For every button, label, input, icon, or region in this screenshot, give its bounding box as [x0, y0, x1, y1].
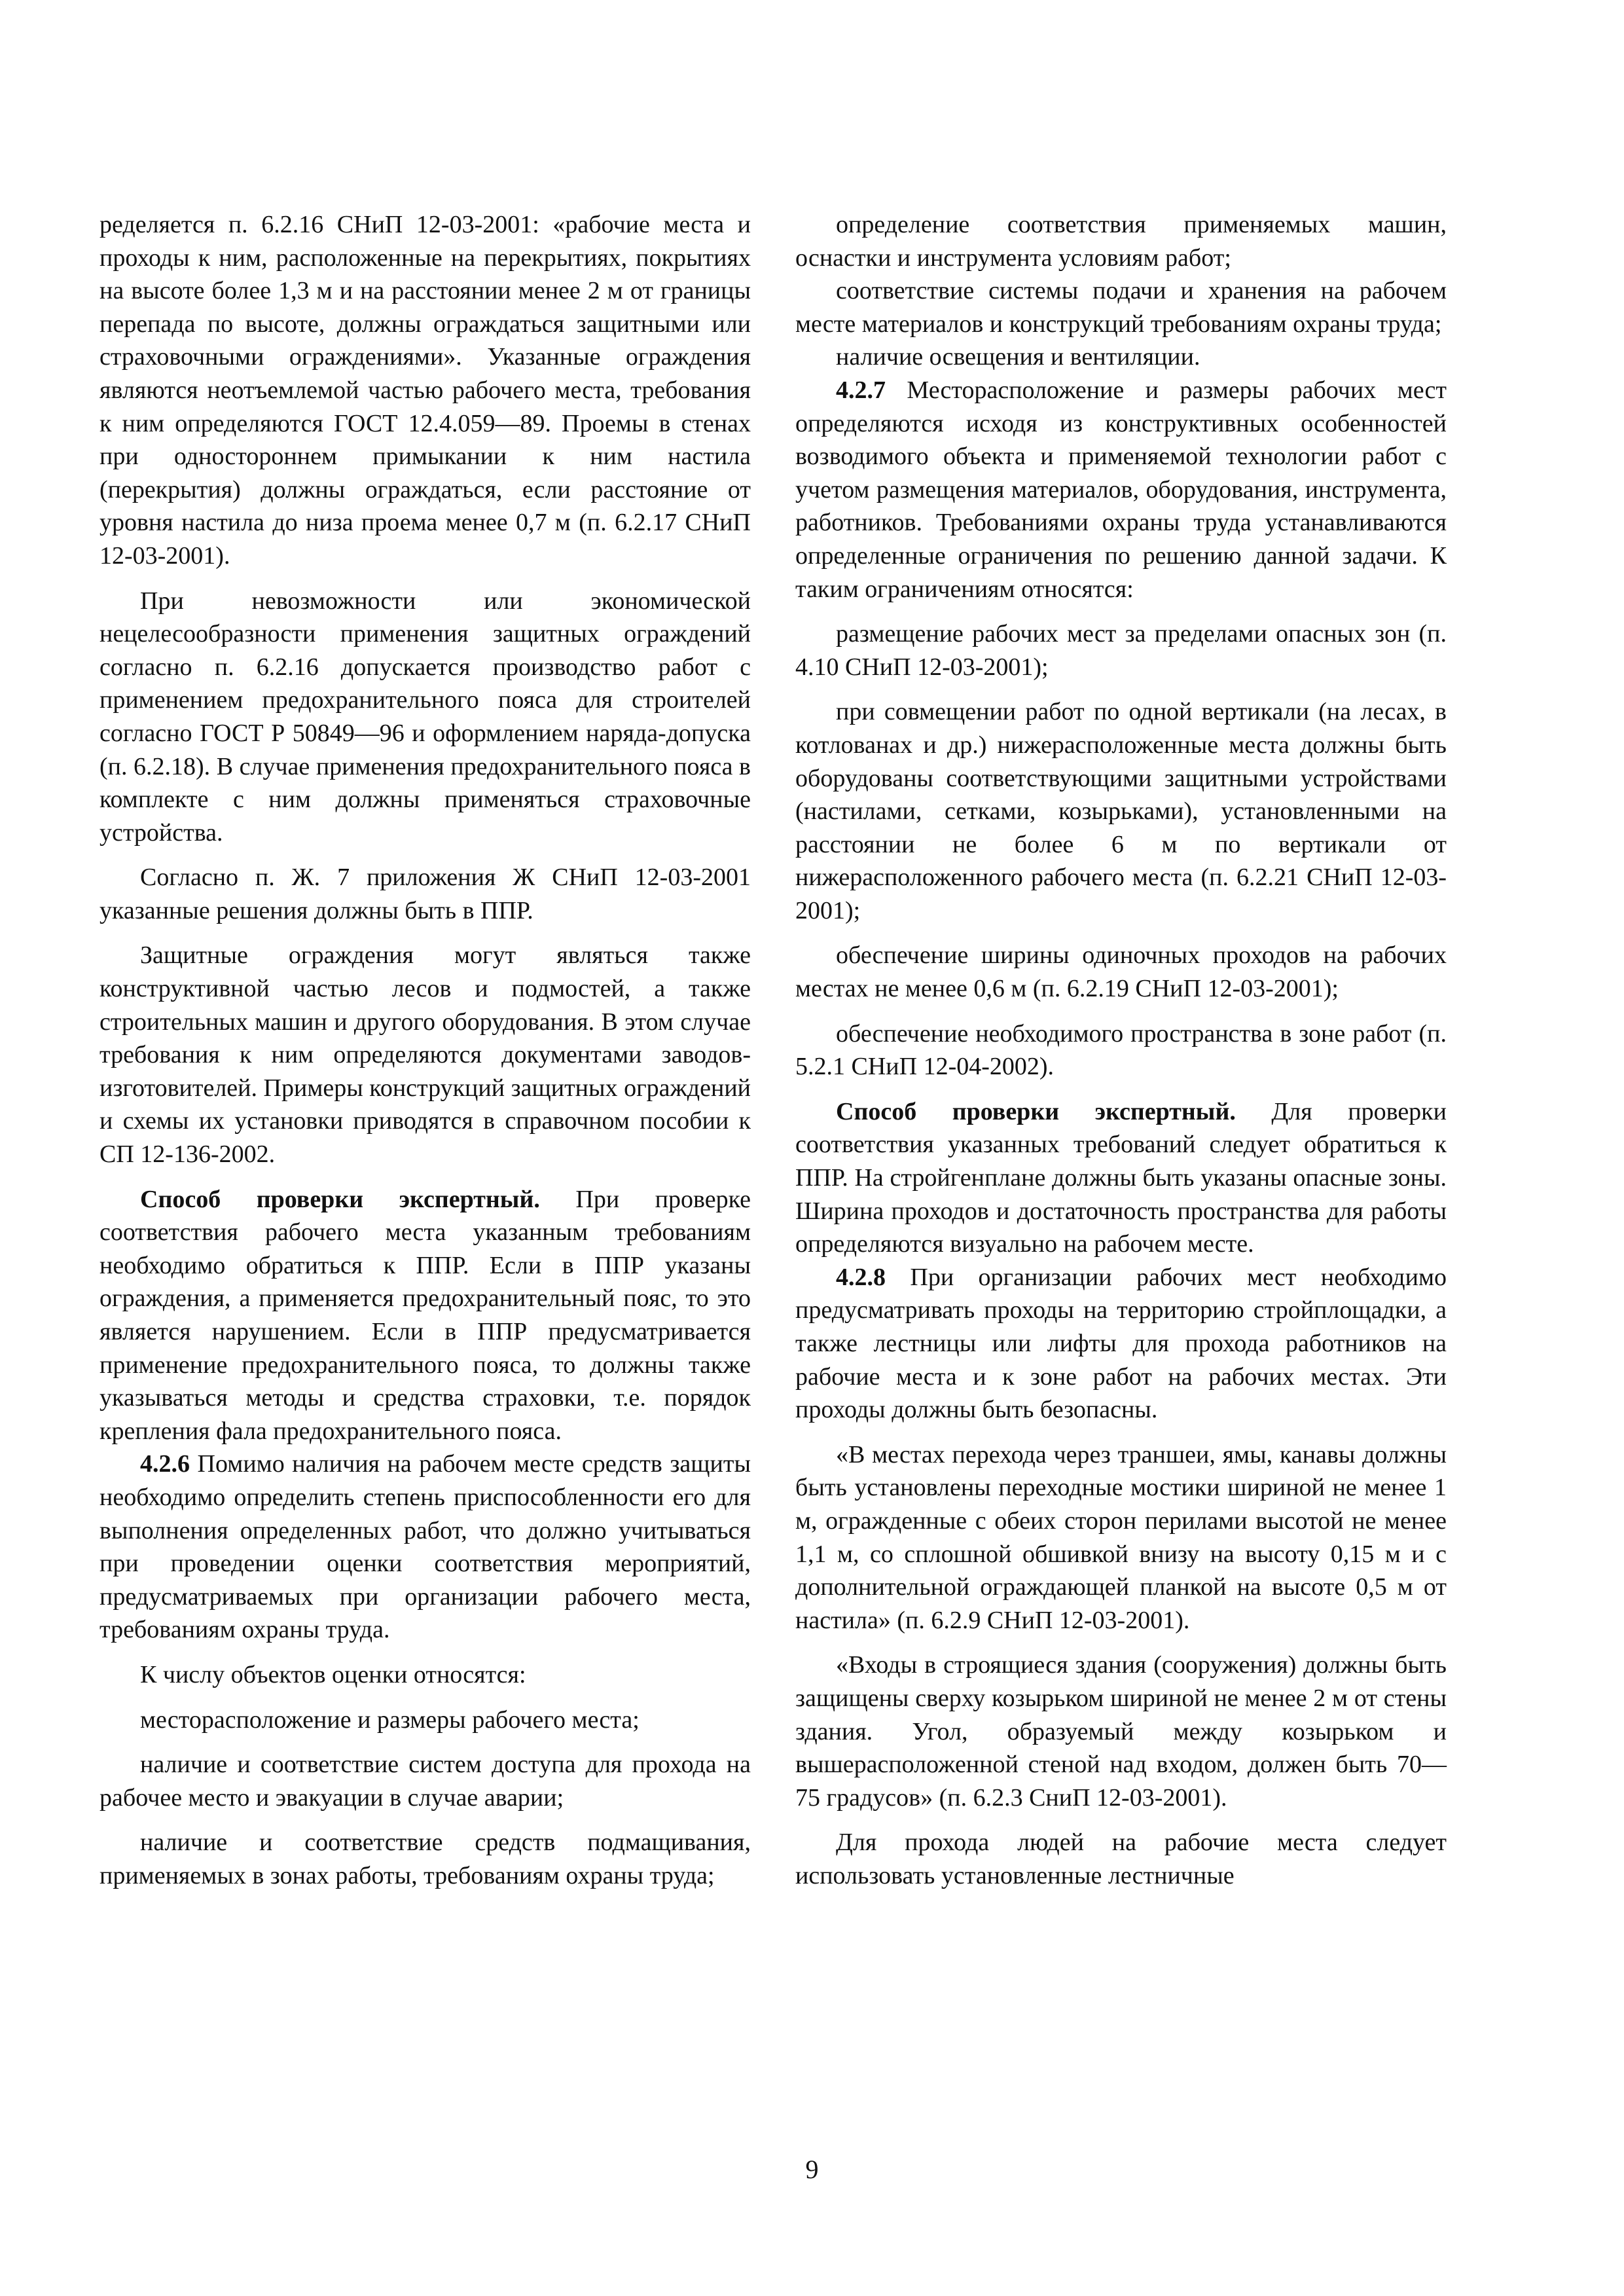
quote-paragraph: «В местах перехода через траншеи, ямы, канавы должны быть установлены переходные мостики шириной не менее 1 м, огражденные с обеих сторон перилами высотой не менее 1,1 м, со сплошной обшивкой внизу на высоту 0,15 м и с дополнительной ограждающей планкой на высоте 0,5 м от настила» (п. 6.2.9 СНиП 12-03-2001). [795, 1440, 1447, 1634]
paragraph-body: При организации рабочих мест необходимо предусматривать проходы на территорию стройплощадки, а также лестницы или лифты для прохода работников на рабочие места и к зоне работ на рабочих местах. Эти проходы должны быть безопасны. [795, 1263, 1447, 1424]
paragraph [795, 1261, 1447, 1427]
paragraph: Для прохода людей на рабочие места следует использовать установленные лестничные [795, 1829, 1447, 1889]
right-column [795, 208, 1447, 1893]
quote-paragraph: «Входы в строящиеся здания (сооружения) должны быть защищены сверху козырьком шириной не менее 2 м от стены здания. Угол, образуемый между козырьком и вышерасположенной стеной над входом, должен быть 70—75 градусов» (п. 6.2.3 СниП 12-03-2001). [795, 1651, 1447, 1812]
list-item: соответствие системы подачи и хранения на рабочем месте материалов и конструкций требованиям охраны труда; [795, 277, 1447, 338]
paragraph-heading: Способ проверки экспертный. [140, 1185, 540, 1213]
paragraph [795, 374, 1447, 606]
list-item: наличие и соответствие систем доступа для прохода на рабочее место и эвакуации в случае аварии; [99, 1751, 751, 1812]
paragraph-body: При проверке соответствия рабочего места указанным требованиям необходимо обратиться к ППР. Если в ППР указаны ограждения, а применяется предохранительный пояс, то это является нарушением. Если в ППР предусматривается применение предохранительного пояса, то должны также указываться методы и средства страховки, т.е. порядок крепления фала предохранительного пояса. [99, 1185, 751, 1445]
paragraph-body: Для проверки соответствия указанных требований следует обратиться к ППР. На стройгенплане должны быть указаны опасные зоны. Ширина проходов и достаточность пространства для работы определяются визуально на рабочем месте. [795, 1097, 1447, 1258]
paragraph: Согласно п. Ж. 7 приложения Ж СНиП 12-03-2001 указанные решения должны быть в ППР. [99, 864, 751, 924]
paragraph [795, 1095, 1447, 1261]
paragraph: Защитные ограждения могут являться также конструктивной частью лесов и подмостей, а также строительных машин и другого оборудования. В этом случае требования к ним определяются документами заводов-изготовителей. Примеры конструкций защитных ограждений и схемы их установки приводятся в справочном пособии к СП 12-136-2002. [99, 941, 751, 1169]
paragraph [99, 1183, 751, 1448]
section-number: 4.2.8 [836, 1263, 886, 1291]
section-number: 4.2.7 [836, 376, 886, 404]
paragraph: ределяется п. 6.2.16 СНиП 12-03-2001: «рабочие места и проходы к ним, расположенные на перекрытиях, покрытиях на высоте более 1,3 м и на расстоянии менее 2 м от границы перепада по высоте, должны ограждаться защитными или страховочными ограждениями». Указанные ограждения являются неотъемлемой частью рабочего места, требования к ним определяются ГОСТ 12.4.059—89. Проемы в стенах при одностороннем примыкании к ним настила (перекрытия) должны ограждаться, если расстояние от уровня настила до низа проема менее 0,7 м (п. 6.2.17 СНиП 12-03-2001). [99, 211, 751, 570]
paragraph [99, 1448, 751, 1647]
page-number: 9 [805, 2155, 819, 2184]
list-item: обеспечение ширины одиночных проходов на рабочих местах не менее 0,6 м (п. 6.2.19 СНиП 12-03-2001); [795, 941, 1447, 1003]
list-item: при совмещении работ по одной вертикали (на лесах, в котлованах и др.) нижерасположенные места должны быть оборудованы соответствующими защитными устройствами (настилами, сетками, козырьками), установленными на расстоянии не более 6 м по вертикали от нижерасположенного рабочего места (п. 6.2.21 СНиП 12-03-2001); [795, 698, 1447, 924]
paragraph-body: Помимо наличия на рабочем месте средств защиты необходимо определить степень приспособленности его для выполнения определенных работ, что должно учитываться при проведении оценки соответствия мероприятий, предусматриваемых при организации рабочего места, требованиям охраны труда. [99, 1450, 751, 1644]
list-item: наличие освещения и вентиляции. [836, 343, 1200, 371]
paragraph: При невозможности или экономической нецелесообразности применения защитных ограждений согласно п. 6.2.16 допускается производство работ с применением предохранительного пояса для строителей согласно ГОСТ Р 50849—96 и оформлением наряда-допуска (п. 6.2.18). В случае применения предохранительного пояса в комплекте с ним должны применяться страховочные устройства. [99, 587, 751, 847]
section-number: 4.2.6 [140, 1450, 190, 1478]
paragraph-body: Месторасположение и размеры рабочих мест определяются исходя из конструктивных особенностей возводимого объекта и применяемой технологии работ с учетом размещения материалов, оборудования, инструмента, работников. Требованиями охраны труда устанавливаются определенные ограничения по решению данной задачи. К таким ограничениям относятся: [795, 376, 1447, 603]
list-item: размещение рабочих мест за пределами опасных зон (п. 4.10 СНиП 12-03-2001); [795, 620, 1447, 681]
list-item: наличие и соответствие средств подмащивания, применяемых в зонах работы, требованиям охраны труда; [99, 1829, 751, 1889]
left-column [99, 208, 751, 1893]
paragraph-heading: Способ проверки экспертный. [836, 1097, 1236, 1125]
list-item: обеспечение необходимого пространства в зоне работ (п. 5.2.1 СНиП 12-04-2002). [795, 1019, 1447, 1081]
paragraph: К числу объектов оценки относятся: [140, 1660, 526, 1688]
list-item: определение соответствия применяемых машин, оснастки и инструмента условиям работ; [795, 211, 1447, 272]
list-item: месторасположение и размеры рабочего места; [140, 1705, 640, 1734]
